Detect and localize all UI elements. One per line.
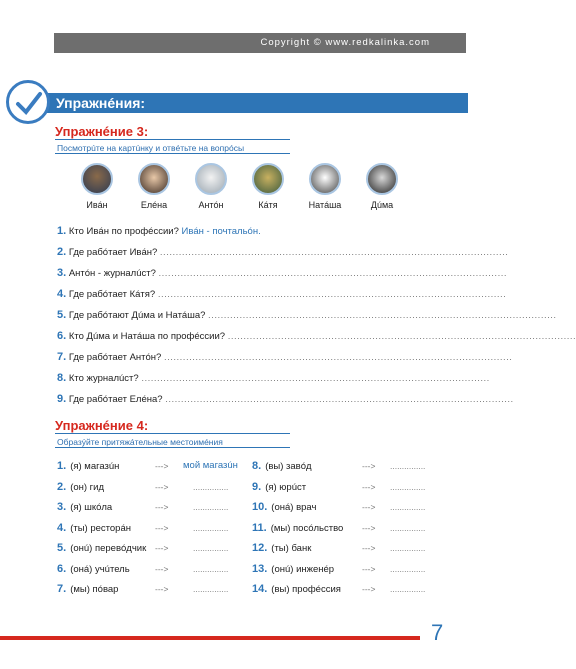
question-6: 6. Кто Дúма и Натáша по профéссии? ............................................................................................................... [57,330,576,342]
answer-blank[interactable]: ............................................................................................................... [163,352,513,363]
person-katya [238,163,298,210]
answer-blank[interactable]: ............... [390,502,426,512]
answer-blank[interactable]: ............... [390,522,426,533]
answer-blank[interactable]: ............... [390,461,426,471]
exercise4-item: 9. (я) юрúст ---> ............... [252,480,426,493]
bottom-red-line [0,636,420,640]
answer-text[interactable]: Ивáн - почтальóн. [181,226,261,237]
arrow-icon: ---> [155,563,169,574]
arrow-icon: ---> [362,502,376,512]
answer-blank[interactable]: ............................................................................................................... [165,394,514,405]
exercise4-item: 12. (ты) банк ---> ............... [252,542,426,554]
answer-blank[interactable]: ............................................................................................................... [141,373,490,384]
exercise4-item: 2. (он) гид ---> ............... [57,480,229,493]
answer-blank[interactable]: ............... [390,543,426,553]
question-2: 2. Где рабóтает Ивáн? ............................................................................................................... [57,246,509,258]
person-name: Кáтя [258,200,278,210]
answer-blank[interactable]: ............................................................................................................... [158,268,507,279]
exercise4-item: 7. (мы) пóвар ---> ............... [57,583,229,595]
person-name: Ивáн [86,200,108,210]
exercise4-underline [55,433,290,434]
person-dima [352,163,412,210]
answer-blank[interactable]: ............................................................................................................... [157,289,507,300]
answer-blank[interactable]: ............... [193,522,229,533]
exercise4-item: 3. (я) шкóла ---> ............... [57,501,229,513]
person-name: Натáша [308,200,342,210]
checkmark-icon [6,80,50,124]
exercises-title: Упражнéния: [56,95,146,111]
exercise4-item: 5. (онú) перевóдчик ---> ............... [57,542,229,554]
person-anton [181,163,241,210]
person-elena [124,163,184,210]
arrow-icon: ---> [362,522,376,533]
answer-blank[interactable]: ............................................................................................................... [208,310,557,321]
exercise4-item: 14. (вы) профéссия ---> ............... [252,583,426,595]
exercise4-item: 8. (вы) завóд ---> ............... [252,460,426,472]
person-photo [252,163,284,195]
answer-blank[interactable]: ............................................................................................................... [227,331,576,342]
person-natasha [295,163,355,210]
exercise4-instruction-line [55,447,290,448]
exercise4-item: 10. (онá) врач ---> ............... [252,501,426,513]
exercise4-item: 1. (я) магазúн ---> мой магазúн [57,460,238,472]
page-number: 7 [431,620,444,645]
person-name: Дúма [370,200,394,210]
arrow-icon: ---> [155,502,169,512]
question-5: 5. Где рабóтают Дúма и Натáша? ............................................................................................................... [57,309,557,321]
arrow-icon: ---> [155,461,169,471]
exercise3-instruction: Посмотрúте на картúнку и отвéтьте на вопрóсы [57,143,245,153]
answer-blank[interactable]: ............... [390,481,426,492]
question-9: 9. Где рабóтает Елéна? ............................................................................................................... [57,393,514,405]
answer-blank[interactable]: ............................................................................................................... [159,247,509,258]
exercise4-item: 6. (онá) учúтель ---> ............... [57,562,229,575]
answer-text[interactable]: мой магазúн [183,460,238,471]
answer-blank[interactable]: ............... [390,563,426,574]
arrow-icon: ---> [362,481,376,492]
exercise4-title: Упражнéние 4: [55,418,149,433]
arrow-icon: ---> [155,481,169,492]
exercise4-item: 11. (мы) посóльство ---> ............... [252,521,426,534]
arrow-icon: ---> [362,584,376,594]
copyright-bar [54,33,466,53]
answer-blank[interactable]: ............... [390,584,426,594]
copyright-text: Copyright © www.redkalinka.com [260,37,430,48]
arrow-icon: ---> [362,543,376,553]
arrow-icon: ---> [155,543,169,553]
question-4: 4. Где рабóтает Кáтя? ............................................................................................................... [57,288,507,300]
person-ivan [67,163,127,210]
answer-blank[interactable]: ............... [193,543,229,553]
person-photo [366,163,398,195]
arrow-icon: ---> [362,563,376,574]
exercise4-instruction: Образýйте притяжáтельные местоимéния [57,437,223,447]
question-8: 8. Кто журналúст? ............................................................................................................... [57,372,490,384]
question-3: 3. Антóн - журналúст? ............................................................................................................... [57,267,507,279]
exercises-header-bar [36,93,468,113]
person-photo [195,163,227,195]
person-photo [81,163,113,195]
person-photo [138,163,170,195]
question-7: 7. Где рабóтает Антóн? ............................................................................................................... [57,351,513,363]
answer-blank[interactable]: ............... [193,481,229,492]
person-name: Елéна [140,200,168,210]
answer-blank[interactable]: ............... [193,563,229,574]
exercise3-title: Упражнéние 3: [55,124,149,139]
question-1: 1. Кто Ивáн по профéссии? Ивáн - почтальóн. [57,225,261,237]
arrow-icon: ---> [155,522,169,533]
exercise3-instruction-line [55,153,290,154]
exercise4-item: 4. (ты) ресторáн ---> ............... [57,521,229,534]
exercise4-item: 13. (онú) инженéр ---> ............... [252,562,426,575]
exercise3-underline [55,139,290,140]
person-photo [309,163,341,195]
person-name: Антóн [198,200,224,210]
answer-blank[interactable]: ............... [193,584,229,594]
arrow-icon: ---> [362,461,376,471]
answer-blank[interactable]: ............... [193,502,229,512]
arrow-icon: ---> [155,584,169,594]
